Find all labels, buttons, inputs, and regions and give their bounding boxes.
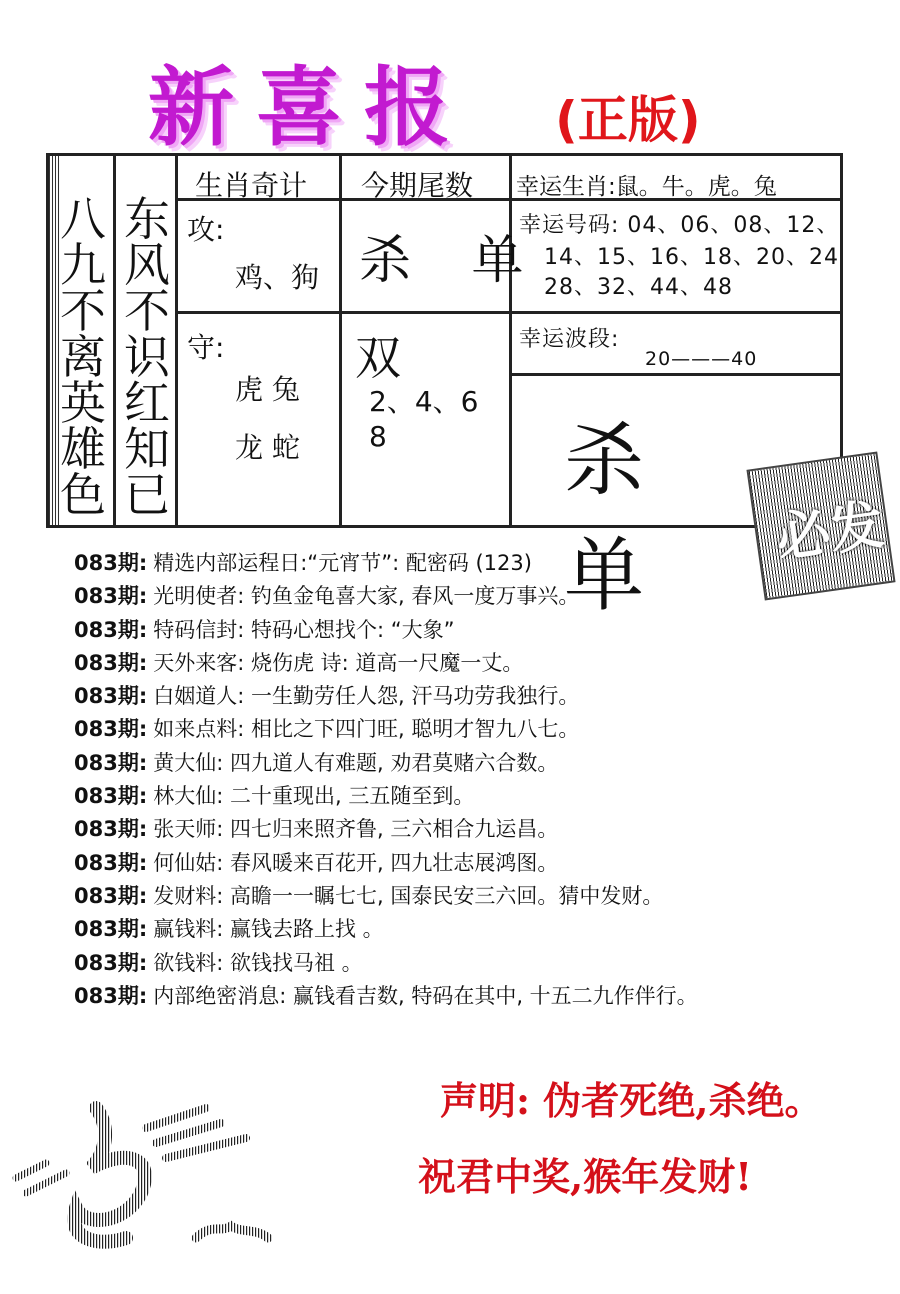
list-item: 083期: 张天师: 四七归来照齐鲁, 三六相合九运昌。 [74,817,559,842]
divider [509,156,512,525]
list-item: 083期: 林大仙: 二十重现出, 三五随至到。 [74,784,475,809]
seal-stamp-text: 必发 [771,492,888,571]
attack-label: 攻: [187,213,225,246]
divider [175,156,178,525]
list-item: 083期: 发财料: 高瞻一一瞩七七, 国泰民安三六回。猜中发财。 [74,883,664,908]
divider [509,373,840,376]
vertical-slogan-1: 八九不离英雄色 [60,192,106,522]
header-lucky-zodiac: 幸运生肖:鼠。牛。虎。兔 [516,174,777,200]
big-kill-single: 杀 单 [564,414,684,622]
attack-animals: 鸡、狗 [235,261,320,294]
defend-animals-2: 龙 蛇 [235,431,300,464]
declaration: 声明: 伪者死绝,杀绝。 [440,1078,823,1123]
page-title: 新喜报 [148,57,472,158]
defend-label: 守: [187,331,225,364]
divider [175,311,540,314]
tail-kill-single: 杀 单 [359,231,546,291]
defend-animals-1: 虎 兔 [235,373,300,406]
bird-illustration [6,1098,286,1268]
list-item: 083期: 欲钱料: 欲钱找马祖 。 [74,950,363,975]
list-item: 083期: 精选内部运程日:“元宵节”: 配密码 (123) [74,551,532,575]
divider [339,156,342,525]
divider [509,311,840,314]
lucky-numbers-line-2: 14、15、16、18、20、24 [544,245,839,270]
list-item: 083期: 白姻道人: 一生勤劳任人怨, 汗马功劳我独行。 [74,684,580,709]
tail-double-numbers-1: 2、4、6 [369,385,479,418]
lucky-band-label: 幸运波段: [519,327,620,352]
vertical-slogan-2: 东风不识红知已 [124,192,170,522]
tail-double-label: 双 [355,331,401,385]
list-item: 083期: 赢钱料: 赢钱去路上找 。 [74,917,384,942]
edition-label: (正版) [555,91,701,149]
entries-list [74,547,874,1013]
list-item: 083期: 如来点料: 相比之下四门旺, 聪明才智九八七。 [74,717,580,742]
good-luck-wish: 祝君中奖,猴年发财! [418,1154,752,1199]
tail-double-numbers-2: 8 [369,420,387,453]
list-item: 083期: 黄大仙: 四九道人有难题, 劝君莫赌六合数。 [74,750,559,775]
list-item: 083期: 内部绝密消息: 赢钱看吉数, 特码在其中, 十五二九作伴行。 [74,983,698,1008]
header-tail-number: 今期尾数 [361,169,474,202]
list-item: 083期: 何仙姑: 春风暖来百花开, 四九壮志展鸿图。 [74,850,559,875]
list-item: 083期: 特码信封: 特码心想找个: “大象” [74,617,455,642]
list-item: 083期: 天外来客: 烧伤虎 诗: 道高一尺魔一丈。 [74,650,524,675]
list-item: 083期: 光明使者: 钓鱼金龟喜大家, 春风一度万事兴。 [74,584,580,609]
lucky-numbers-line-1: 幸运号码: 04、06、08、12、 [519,213,840,238]
lucky-numbers-line-3: 28、32、44、48 [544,275,733,300]
header-zodiac-plan: 生肖奇计 [195,169,308,202]
lucky-band-range: 20———40 [645,348,758,370]
divider [113,156,116,525]
